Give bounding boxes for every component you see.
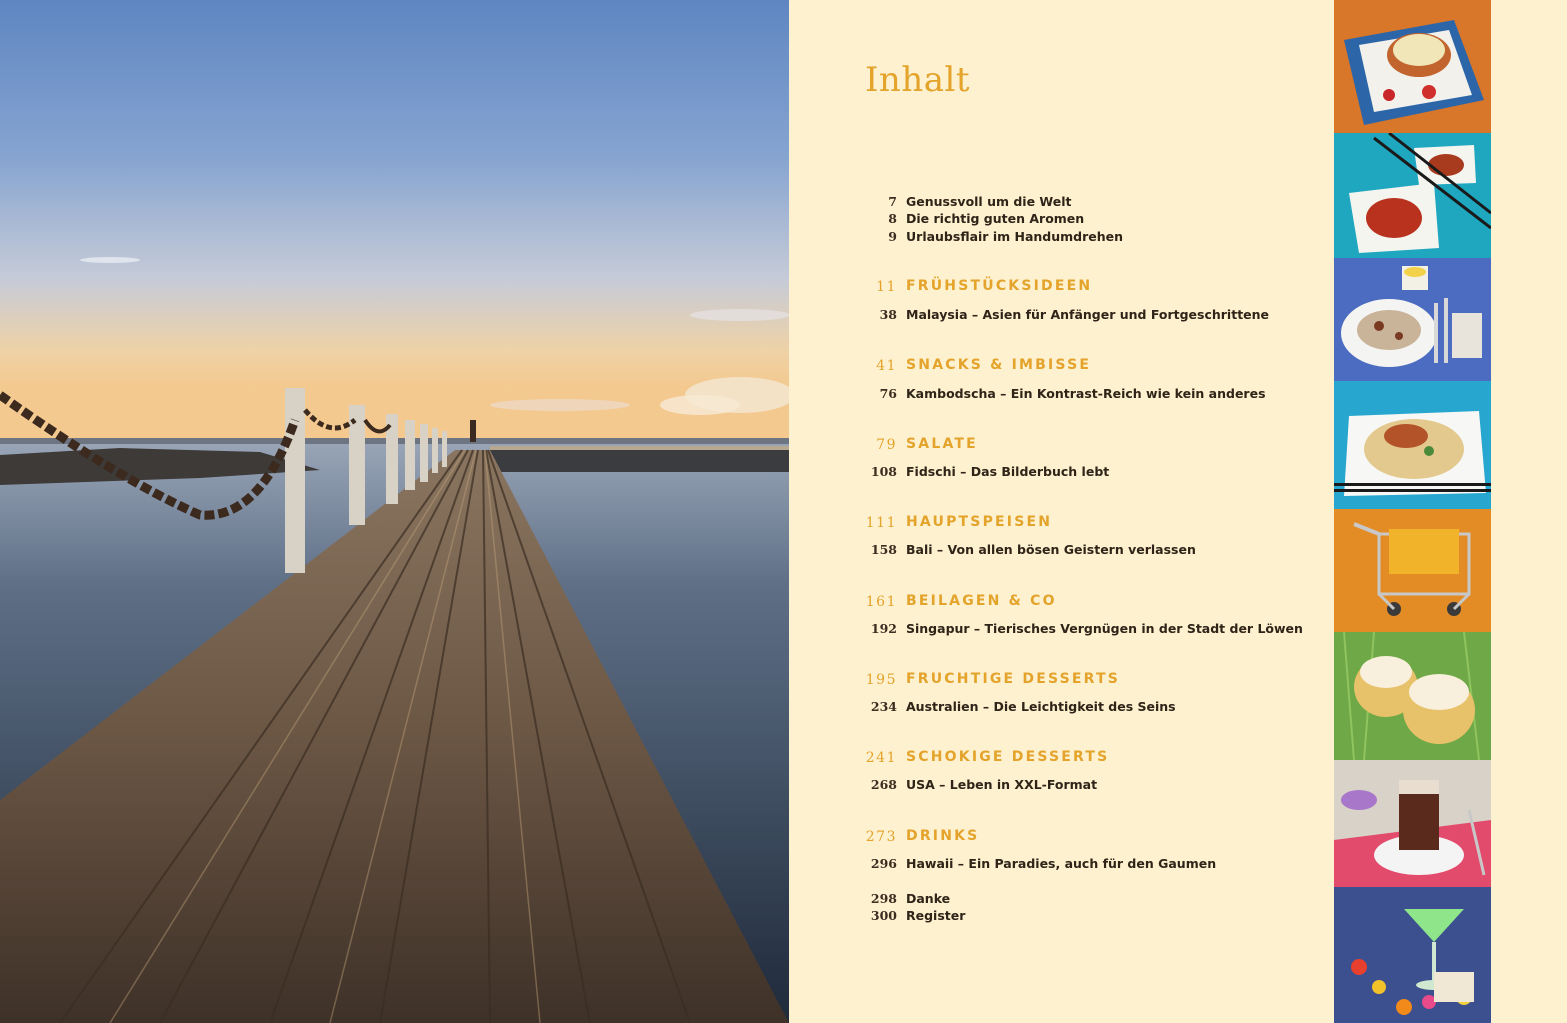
toc-entry[interactable] (789, 464, 1334, 482)
chapter-page-number: 195 (865, 672, 897, 688)
toc-entry[interactable] (789, 777, 1334, 795)
food-photo-strip (1334, 0, 1491, 1023)
entry-title: Danke (906, 891, 951, 906)
toc-entry[interactable] (789, 856, 1334, 874)
entry-title: Bali – Von allen bösen Geistern verlassen (906, 542, 1196, 557)
chapter-title: SALATE (906, 436, 978, 452)
entry-title: Die richtig guten Aromen (906, 211, 1085, 226)
chapter-title: SCHOKIGE DESSERTS (906, 749, 1110, 765)
chapter-page-number: 111 (865, 515, 897, 531)
entry-page-number: 158 (870, 542, 897, 557)
chapter-page-number: 11 (876, 279, 897, 295)
chapter-heading[interactable] (789, 750, 1334, 768)
toc-entry[interactable] (789, 699, 1334, 717)
toc-entry[interactable] (789, 908, 1334, 926)
chapter-title: FRUCHTIGE DESSERTS (906, 671, 1121, 687)
entry-title: Australien – Die Leichtigkeit des Seins (906, 699, 1176, 714)
entry-title: Kambodscha – Ein Kontrast-Reich wie kein anderes (906, 386, 1266, 401)
chapter-title: BEILAGEN & CO (906, 593, 1057, 609)
chapter-page-number: 273 (865, 829, 897, 845)
entry-page-number: 38 (879, 307, 897, 322)
toc-entry[interactable] (789, 621, 1334, 639)
toc-entry[interactable] (789, 194, 1334, 212)
food-photo-breakfast (1334, 0, 1491, 133)
entry-title: Fidschi – Das Bilderbuch lebt (906, 464, 1110, 479)
chapter-page-number: 41 (876, 358, 897, 374)
food-photo-chocolate-dessert (1334, 760, 1491, 887)
chapter-page-number: 161 (865, 594, 897, 610)
toc-page (789, 0, 1334, 1023)
chapter-heading[interactable] (789, 594, 1334, 612)
toc-entry[interactable] (789, 211, 1334, 229)
entry-page-number: 296 (870, 856, 897, 871)
toc-entry[interactable] (789, 891, 1334, 909)
entry-page-number: 298 (870, 891, 897, 906)
chapter-title: SNACKS & IMBISSE (906, 357, 1092, 373)
entry-page-number: 76 (879, 386, 897, 401)
chapter-heading[interactable] (789, 829, 1334, 847)
chapter-heading[interactable] (789, 358, 1334, 376)
food-photo-main (1334, 381, 1491, 509)
toc-entry[interactable] (789, 386, 1334, 404)
page-title: Inhalt (865, 60, 971, 100)
entry-page-number: 268 (870, 777, 897, 792)
chapter-title: FRÜHSTÜCKSIDEEN (906, 278, 1093, 294)
toc-entry[interactable] (789, 542, 1334, 560)
page-margin (1491, 0, 1567, 1023)
entry-page-number: 7 (888, 194, 897, 209)
entry-page-number: 300 (870, 908, 897, 923)
entry-title: USA – Leben in XXL-Format (906, 777, 1098, 792)
entry-title: Malaysia – Asien für Anfänger und Fortgeschrittene (906, 307, 1270, 322)
entry-page-number: 9 (888, 229, 897, 244)
chapter-title: HAUPTSPEISEN (906, 514, 1053, 530)
chapter-page-number: 79 (876, 437, 897, 453)
toc-entry[interactable] (789, 229, 1334, 247)
food-photo-salad (1334, 258, 1491, 381)
food-photo-sides (1334, 509, 1491, 632)
entry-page-number: 192 (870, 621, 897, 636)
chapter-heading[interactable] (789, 515, 1334, 533)
entry-title: Genussvoll um die Welt (906, 194, 1072, 209)
entry-page-number: 234 (870, 699, 897, 714)
entry-title: Hawaii – Ein Paradies, auch für den Gaumen (906, 856, 1217, 871)
entry-page-number: 108 (870, 464, 897, 479)
entry-page-number: 8 (888, 211, 897, 226)
entry-title: Singapur – Tierisches Vergnügen in der Stadt der Löwen (906, 621, 1303, 636)
chapter-heading[interactable] (789, 279, 1334, 297)
chapter-heading[interactable] (789, 437, 1334, 455)
food-photo-drinks (1334, 887, 1491, 1023)
entry-title: Register (906, 908, 966, 923)
food-photo-fruit-dessert (1334, 632, 1491, 760)
food-photo-snacks (1334, 133, 1491, 258)
entry-title: Urlaubsflair im Handumdrehen (906, 229, 1124, 244)
chapter-page-number: 241 (865, 750, 897, 766)
chapter-heading[interactable] (789, 672, 1334, 690)
chapter-title: DRINKS (906, 828, 980, 844)
toc-entry[interactable] (789, 307, 1334, 325)
